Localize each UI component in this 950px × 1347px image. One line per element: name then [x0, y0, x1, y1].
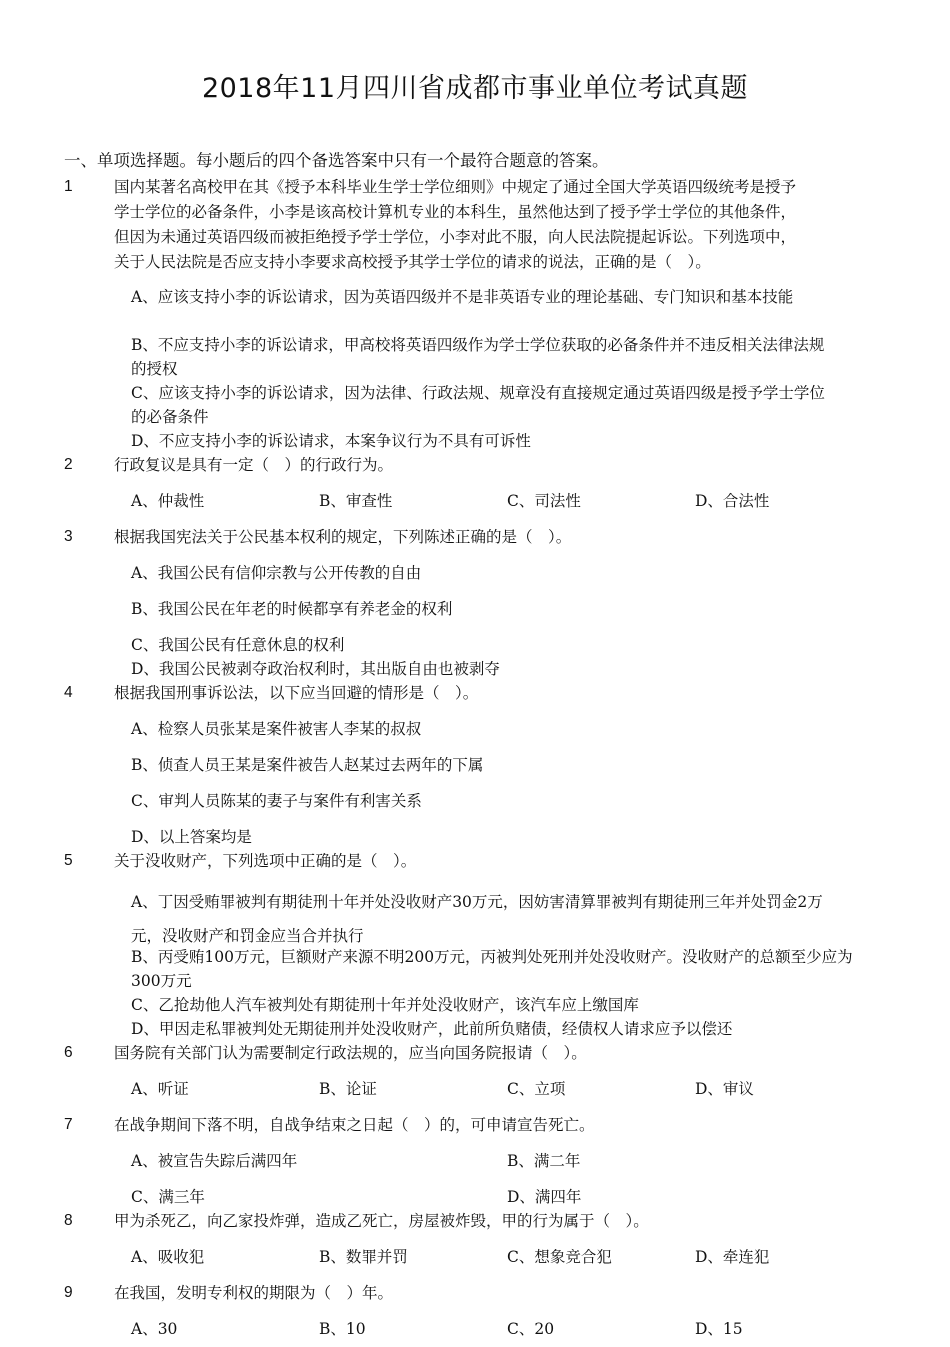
question-8-option-b: B、数罪并罚	[319, 1248, 408, 1266]
question-7-option-c: C、满三年	[131, 1188, 205, 1206]
question-4-option-d: D、以上答案均是	[131, 828, 252, 846]
question-7-option-a: A、被宣告失踪后满四年	[131, 1152, 298, 1170]
page-title: 2018年11月四川省成都市事业单位考试真题	[201, 73, 749, 104]
question-8-option-c: C、想象竞合犯	[507, 1248, 612, 1266]
question-2-option-d: D、合法性	[695, 492, 770, 510]
question-5-stem: 关于没收财产，下列选项中正确的是（ ）。	[114, 852, 417, 870]
question-9-option-a: A、30	[131, 1320, 178, 1338]
question-9-option-c: C、20	[507, 1320, 555, 1338]
question-1-option-a: A、应该支持小李的诉讼请求，因为英语四级并不是非英语专业的理论基础、专门知识和基本技能	[131, 288, 794, 306]
question-7-number: 7	[64, 1116, 73, 1133]
question-4-option-c: C、审判人员陈某的妻子与案件有利害关系	[131, 792, 422, 810]
question-6-stem: 国务院有关部门认为需要制定行政法规的，应当向国务院报请（ ）。	[114, 1044, 587, 1062]
question-1-option-b: B、不应支持小李的诉讼请求，甲高校将英语四级作为学士学位获取的必备条件并不违反相关法律法规的授权	[131, 336, 825, 378]
question-9-number: 9	[64, 1284, 73, 1301]
question-6-option-b: B、论证	[319, 1080, 377, 1098]
question-1-stem-line: 关于人民法院是否应支持小李要求高校授予其学士学位的请求的说法，正确的是（ ）。	[114, 253, 711, 271]
question-3-number: 3	[64, 528, 73, 545]
question-4-stem: 根据我国刑事诉讼法，以下应当回避的情形是（ ）。	[114, 684, 479, 702]
question-2-number: 2	[64, 456, 73, 473]
question-2-stem: 行政复议是具有一定（ ）的行政行为。	[114, 456, 394, 474]
question-6-option-d: D、审议	[695, 1080, 754, 1098]
question-3-option-a: A、我国公民有信仰宗教与公开传教的自由	[131, 564, 422, 582]
question-9-option-d: D、15	[695, 1320, 743, 1338]
question-1-stem-line: 国内某著名高校甲在其《授予本科毕业生学士学位细则》中规定了通过全国大学英语四级统考是授予	[114, 178, 797, 196]
question-4-option-b: B、侦查人员王某是案件被告人赵某过去两年的下属	[131, 756, 484, 774]
question-5-option-c: C、乙抢劫他人汽车被判处有期徒刑十年并处没收财产，该汽车应上缴国库	[131, 996, 639, 1014]
question-5-option-a: A、丁因受贿罪被判有期徒刑十年并处没收财产30万元，因妨害清算罪被判有期徒刑三年并处罚金2万元，没收财产和罚金应当合并执行	[131, 893, 823, 945]
question-8-stem: 甲为杀死乙，向乙家投炸弹，造成乙死亡，房屋被炸毁，甲的行为属于（ ）。	[114, 1212, 649, 1230]
question-7-option-b: B、满二年	[507, 1152, 581, 1170]
question-8-option-a: A、吸收犯	[131, 1248, 205, 1266]
section-heading: 一、单项选择题。每小题后的四个备选答案中只有一个最符合题意的答案。	[64, 151, 609, 170]
question-2-option-b: B、审查性	[319, 492, 393, 510]
question-5-option-d: D、甲因走私罪被判处无期徒刑并处没收财产，此前所负赌债，经债权人请求应予以偿还	[131, 1020, 733, 1038]
question-2-option-c: C、司法性	[507, 492, 581, 510]
question-6-number: 6	[64, 1044, 73, 1061]
question-3-option-b: B、我国公民在年老的时候都享有养老金的权利	[131, 600, 453, 618]
question-9-option-b: B、10	[319, 1320, 366, 1338]
question-1-option-d: D、不应支持小李的诉讼请求，本案争议行为不具有可诉性	[131, 432, 531, 450]
question-6-option-a: A、听证	[131, 1080, 189, 1098]
question-1-number: 1	[64, 178, 73, 195]
question-8-option-d: D、牵连犯	[695, 1248, 770, 1266]
question-1-stem-line: 学士学位的必备条件，小李是该高校计算机专业的本科生，虽然他达到了授予学士学位的其他条件，	[114, 203, 797, 221]
question-4-option-a: A、检察人员张某是案件被害人李某的叔叔	[131, 720, 422, 738]
question-7-stem: 在战争期间下落不明，自战争结束之日起（ ）的，可申请宣告死亡。	[114, 1116, 595, 1134]
question-1-option-c: C、应该支持小李的诉讼请求，因为法律、行政法规、规章没有直接规定通过英语四级是授予学士学位的必备条件	[131, 384, 825, 426]
question-4-number: 4	[64, 684, 73, 701]
question-6-option-c: C、立项	[507, 1080, 566, 1098]
question-3-option-c: C、我国公民有任意休息的权利	[131, 636, 345, 654]
question-9-stem: 在我国，发明专利权的期限为（ ）年。	[114, 1284, 394, 1302]
question-5-number: 5	[64, 852, 73, 869]
question-1-stem-line: 但因为未通过英语四级而被拒绝授予学士学位，小李对此不服，向人民法院提起诉讼。下列选项中，	[114, 228, 797, 246]
question-3-stem: 根据我国宪法关于公民基本权利的规定，下列陈述正确的是（ ）。	[114, 528, 572, 546]
question-8-number: 8	[64, 1212, 73, 1229]
question-3-option-d: D、我国公民被剥夺政治权利时，其出版自由也被剥夺	[131, 660, 500, 678]
question-5-option-b: B、丙受贿100万元，巨额财产来源不明200万元，丙被判处死刑并处没收财产。没收财产的总额至少应为300万元	[131, 948, 853, 990]
question-2-option-a: A、仲裁性	[131, 492, 205, 510]
question-7-option-d: D、满四年	[507, 1188, 582, 1206]
